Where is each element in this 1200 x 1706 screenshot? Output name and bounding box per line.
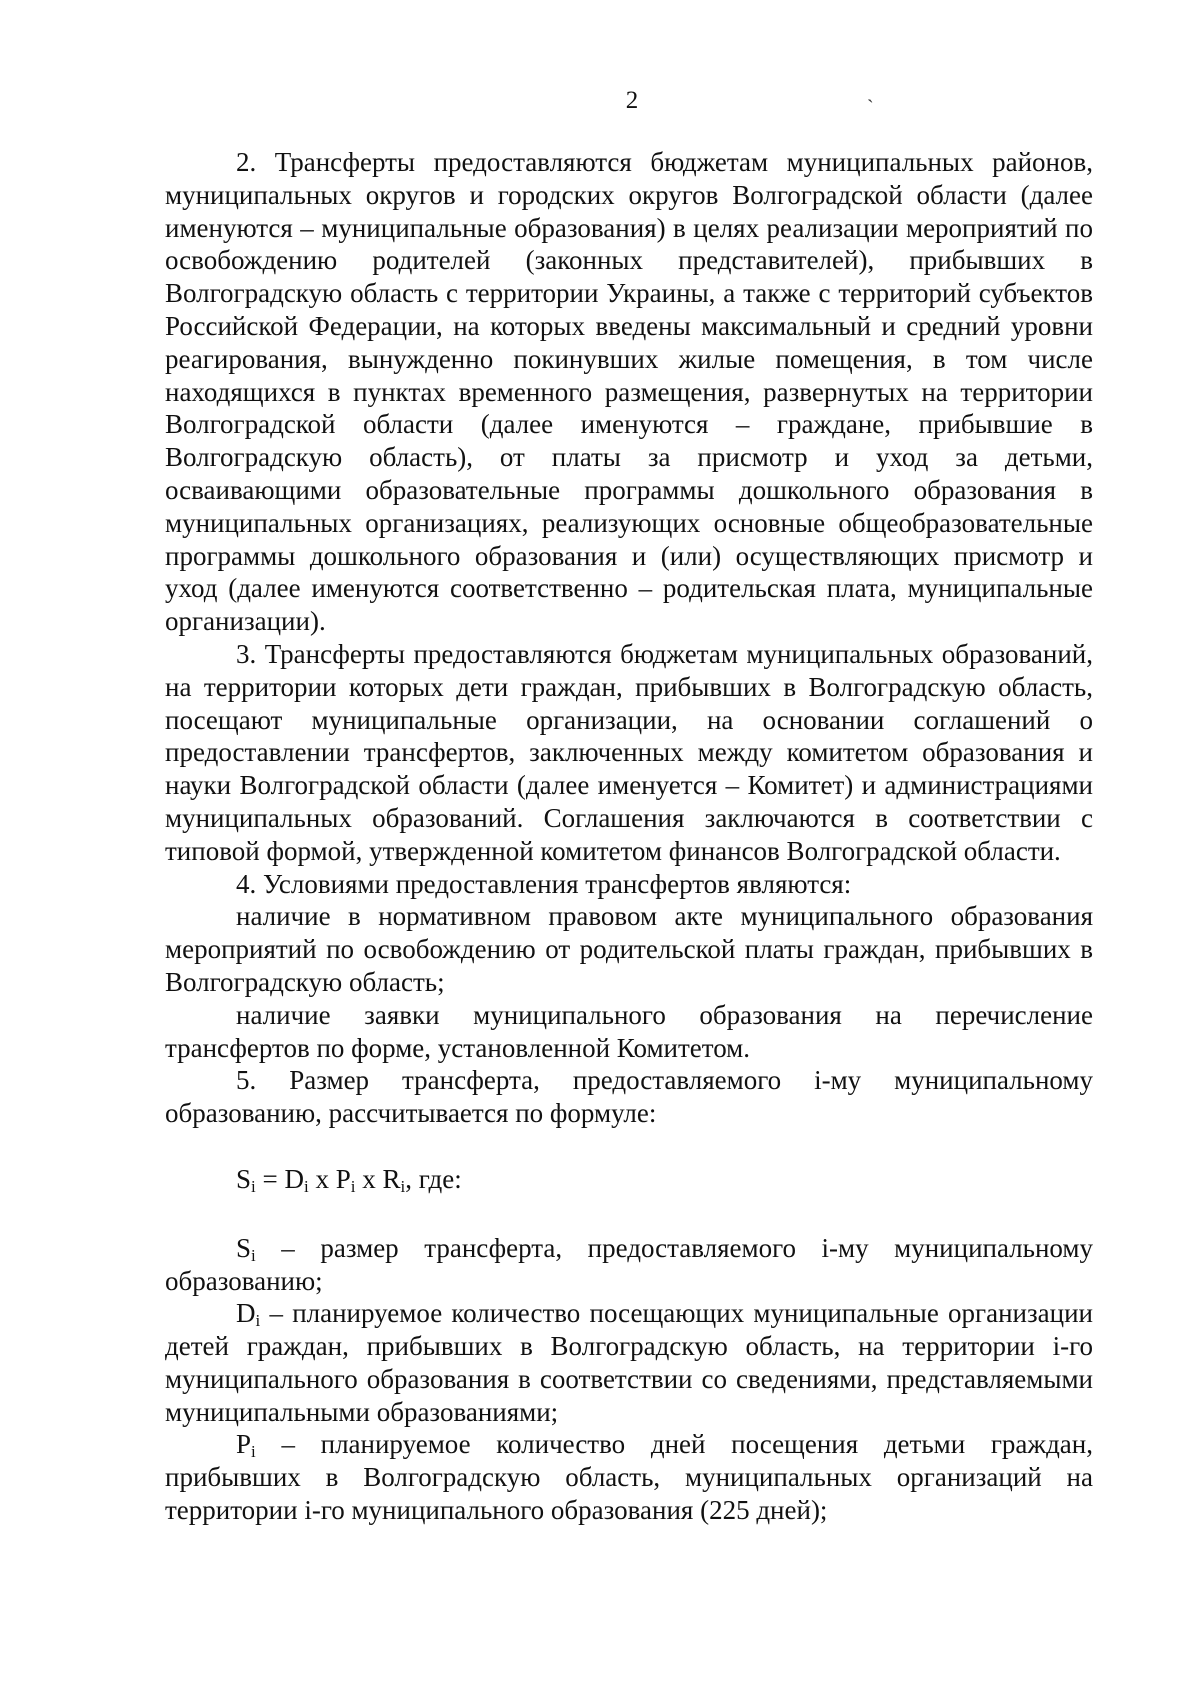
- definition-p-symbol: P: [236, 1429, 252, 1460]
- definition-s: [165, 1232, 1093, 1298]
- formula-d: D: [284, 1163, 304, 1194]
- definition-d-symbol: D: [236, 1298, 256, 1329]
- definition-d: [165, 1297, 1093, 1428]
- paragraph-4: 4. Условиями предоставления трансфертов являются:: [236, 868, 852, 899]
- formula-r: R: [382, 1163, 401, 1194]
- definition-s-text: – размер трансферта, предоставляемого i-му муниципальному образованию;: [165, 1232, 1093, 1296]
- definition-d-sub: i: [255, 1311, 261, 1331]
- formula-p: P: [335, 1163, 351, 1194]
- formula-d-sub: i: [304, 1176, 309, 1196]
- paragraph-2: 2. Трансферты предоставляются бюджетам муниципальных районов, муниципальных округов и городских округов Волгоградской области (далее именуются – муниципальные образования) в целях реализации мероприятий по освобождению родителей (законных представителей), прибывших в Волгоградскую область с территории Украины, а также с территорий субъектов Российской Федерации, на которых введены максимальный и средний уровни реагирования, вынужденно покинувших жилые помещения, в том числе находящихся в пунктах временного размещения, развернутых на территории Волгоградской области (далее именуются – граждане, прибывшие в Волгоградскую область), от платы за присмотр и уход за детьми, осваивающими образовательные программы дошкольного образования в муниципальных организациях, реализующих основные общеобразовательные программы дошкольного образования и (или) осуществляющих присмотр и уход (далее именуются соответственно – родительская плата, муниципальные организации).: [165, 147, 1093, 637]
- formula-p-sub: i: [350, 1176, 356, 1196]
- definition-s-symbol: S: [236, 1232, 252, 1263]
- scan-mark: ˎ: [867, 81, 874, 103]
- formula-times-1: x: [308, 1163, 336, 1194]
- definition-d-text: – планируемое количество посещающих муниципальные организации детей граждан, прибывших в Волгоградскую область, на территории i-го муниципального образования в соответствии со сведениями, представляемыми муниципальными образованиями;: [165, 1298, 1093, 1427]
- paragraph-4-condition-1: наличие в нормативном правовом акте муниципального образования мероприятий по освобождению от родительской платы граждан, прибывших в Волгоградскую область;: [165, 901, 1093, 997]
- paragraph-4-condition-2: наличие заявки муниципального образования на перечисление трансфертов по форме, установленной Комитетом.: [165, 999, 1093, 1063]
- transfer-formula: [165, 1163, 1093, 1196]
- document-body: [165, 146, 1093, 1527]
- formula-tail: , где:: [405, 1163, 462, 1194]
- paragraph-5: 5. Размер трансферта, предоставляемого i-му муниципальному образованию, рассчитывается по формуле:: [165, 1065, 1093, 1129]
- definition-p-text: – планируемое количество дней посещения детьми граждан, прибывших в Волгоградскую область, муниципальных организаций на территории i-го муниципального образования (225 дней);: [165, 1429, 1093, 1526]
- formula-s-sub: i: [251, 1176, 256, 1196]
- page-number: 2: [625, 87, 639, 114]
- formula-equals: =: [255, 1163, 285, 1194]
- paragraph-3: 3. Трансферты предоставляются бюджетам муниципальных образований, на территории которых дети граждан, прибывших в Волгоградскую область, посещают муниципальные организации, на основании соглашений о предоставлении трансфертов, заключенных между комитетом образования и науки Волгоградской области (далее именуется – Комитет) и администрациями муниципальных образований. Соглашения заключаются в соответствии с типовой формой, утвержденной комитетом финансов Волгоградской области.: [165, 638, 1093, 866]
- definition-s-sub: i: [251, 1245, 256, 1265]
- definition-p: [165, 1428, 1093, 1526]
- definition-p-sub: i: [251, 1442, 256, 1462]
- formula-r-sub: i: [400, 1176, 406, 1196]
- formula-times-2: x: [355, 1163, 383, 1194]
- formula-s: S: [236, 1163, 252, 1194]
